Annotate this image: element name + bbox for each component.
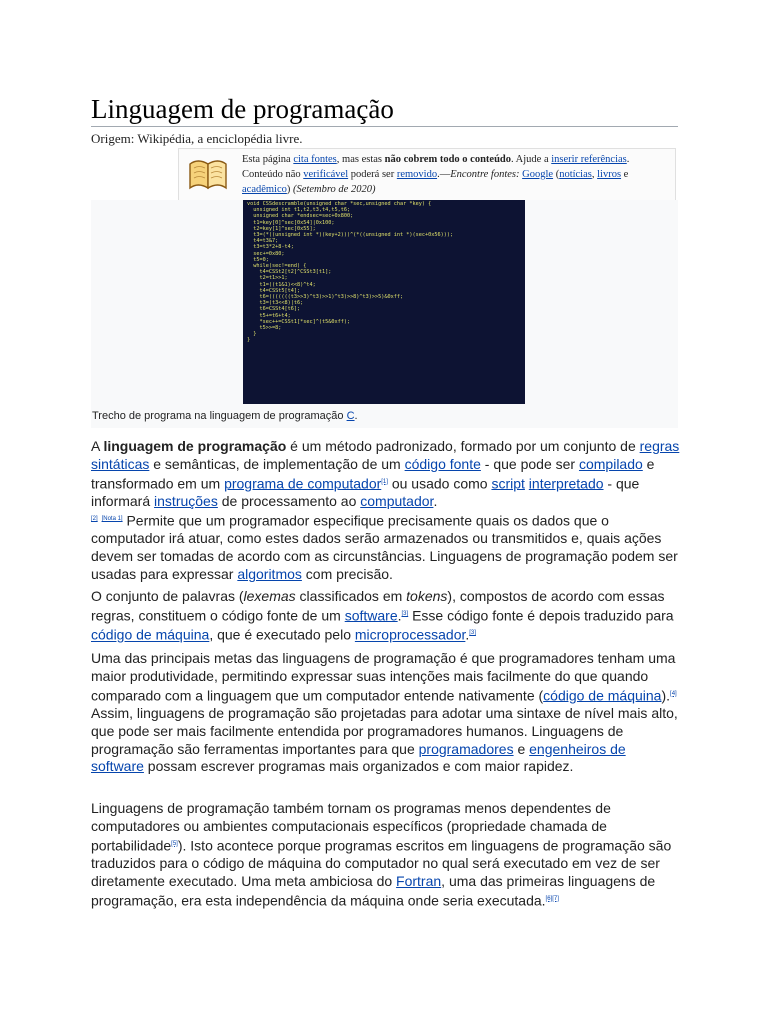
notice-find-sources: Encontre fontes: bbox=[450, 169, 520, 180]
link-compilado[interactable]: compilado bbox=[578, 455, 643, 472]
text: , que é executado pelo bbox=[209, 626, 355, 643]
text: ou usado como bbox=[387, 475, 492, 492]
code-line: while(sec!=end) { bbox=[253, 263, 307, 270]
caption-text: Trecho de programa na linguagem de programação bbox=[92, 410, 347, 422]
code-line: t5+=t6+t4; bbox=[259, 312, 291, 319]
code-line: t4=CSSt5[t4]; bbox=[259, 287, 301, 294]
notice-text bbox=[242, 152, 672, 197]
link-engenheiros-de-software[interactable]: engenheiros de software bbox=[91, 740, 626, 775]
caption-end: . bbox=[354, 410, 358, 422]
origin-line: Origem: Wikipédia, a enciclopédia livre. bbox=[91, 131, 303, 146]
link-programa-de-computador[interactable]: programa de computador bbox=[224, 475, 382, 492]
link-fortran[interactable]: Fortran bbox=[396, 872, 442, 889]
code-line: t1=((t1&1)<<8)^t4; bbox=[259, 281, 316, 288]
text: e semânticas, de implementação de um bbox=[149, 455, 405, 472]
paragraph-portabilidade bbox=[91, 800, 681, 910]
code-line: t5=0; bbox=[253, 256, 269, 263]
code-line: t4=CSSt2[t2]^CSSt3[t1]; bbox=[259, 269, 332, 276]
link-noticias[interactable]: notícias bbox=[559, 169, 592, 180]
term-italic: lexemas bbox=[243, 588, 296, 604]
term-italic: tokens bbox=[406, 588, 448, 604]
notice-part: ( bbox=[553, 169, 560, 180]
paragraph-intro bbox=[91, 438, 681, 584]
link-codigo-fonte[interactable]: código fonte bbox=[404, 455, 481, 472]
citation-link[interactable]: [3] bbox=[469, 630, 476, 637]
link-cita-fontes[interactable]: cita fontes bbox=[293, 154, 337, 165]
notice-part: ) bbox=[286, 184, 294, 195]
link-verificavel[interactable]: verificável bbox=[303, 169, 349, 180]
code-line: t5>>=8; bbox=[259, 325, 282, 332]
code-snippet-image[interactable] bbox=[243, 200, 525, 404]
text: Permite que um programador especifique precisamente quais os dados que o computador irá atuar, como estes dados serão armazenados ou transmitidos e, quais ações devem ser tomadas de acordo com as circunstâncias. Linguagens de programação podem ser usadas para expressar bbox=[91, 512, 678, 582]
code-line: t2=key[1]^sec[0x55]; bbox=[253, 225, 316, 232]
citation-link[interactable]: [2] bbox=[91, 515, 98, 522]
link-software[interactable]: software bbox=[344, 607, 398, 624]
text: Linguagens de programação também tornam os programas menos dependentes de computadores ou ambientes computacionais específicos (propriedade chamada de portabilidade bbox=[91, 800, 611, 854]
link-microprocessador[interactable]: microprocessador bbox=[354, 626, 466, 643]
code-line: *sec++=CSSt1[*sec]^(t5&0xff); bbox=[259, 318, 351, 325]
open-book-icon bbox=[187, 154, 229, 192]
link-inserir-referencias[interactable]: inserir referências bbox=[551, 154, 627, 165]
link-computador[interactable]: computador bbox=[360, 493, 434, 510]
code-line: } bbox=[247, 337, 251, 344]
link-programadores[interactable]: programadores bbox=[418, 740, 514, 757]
notice-part: . Conteúdo não bbox=[242, 154, 630, 180]
notice-part: poderá ser bbox=[348, 169, 397, 180]
link-codigo-de-maquina[interactable]: código de máquina bbox=[91, 626, 210, 643]
notice-part: , mas estas bbox=[336, 154, 385, 165]
text: Assim, linguagens de programação são projetadas para adotar uma sintaxe de nível mais alto, que pode ser mais facilmente entendida por programadores humanos. Linguagens de programação são ferramentas importantes para que bbox=[91, 705, 678, 757]
link-script[interactable]: script bbox=[491, 475, 525, 492]
code-line: sec+=0x80; bbox=[253, 250, 285, 257]
notice-date: (Setembro de 2020) bbox=[293, 184, 376, 195]
figure-caption bbox=[92, 410, 358, 422]
notice-part: , bbox=[591, 169, 598, 180]
text: , uma das primeiras linguagens de programação, era esta independência da máquina onde seria executada. bbox=[91, 872, 656, 909]
text: A bbox=[91, 438, 104, 454]
link-algoritmos[interactable]: algoritmos bbox=[237, 565, 302, 582]
references-notice bbox=[178, 148, 676, 202]
code-line: t3=(t3<<8)|t6; bbox=[259, 300, 304, 307]
code-snippet bbox=[243, 200, 525, 344]
code-line: void CSSdescramble(unsigned char *sec,unsigned char *key) { bbox=[247, 201, 432, 207]
text: ), compostos de acordo com essas regras, constituem o código fonte de um bbox=[91, 588, 665, 624]
link-codigo-de-maquina-2[interactable]: código de máquina bbox=[543, 687, 662, 704]
notice-part: Esta página bbox=[242, 154, 294, 165]
text: ). bbox=[661, 687, 671, 704]
note-link[interactable]: [Nota 1] bbox=[101, 515, 123, 522]
text: é um método padronizado, formado por um conjunto de bbox=[286, 438, 640, 454]
code-line: t1=key[0]^sec[0x54]|0x100; bbox=[253, 219, 335, 226]
text: - que pode ser bbox=[480, 455, 579, 472]
code-line: t3=(*((unsigned int *)(key+2)))^(*((unsigned int *)(sec+0x56))); bbox=[253, 232, 454, 239]
link-removido[interactable]: removido bbox=[396, 169, 438, 180]
link-regras-sintaticas[interactable]: regras sintáticas bbox=[91, 438, 680, 472]
text: Uma das principais metas das linguagens de programação é que programadores tenham uma maior produtividade, permitindo expressar suas intenções mais facilmente do que quando comparado com a linguagem que um computador entende nativamente ( bbox=[91, 650, 676, 704]
text: e transformado em um bbox=[91, 455, 655, 492]
text: - que informará bbox=[91, 475, 640, 510]
text: O conjunto de palavras ( bbox=[91, 588, 244, 604]
notice-bold: não cobrem todo o conteúdo bbox=[384, 154, 511, 165]
text: de processamento ao bbox=[217, 493, 361, 510]
title-divider bbox=[91, 126, 678, 127]
citation-link[interactable]: [6][7] bbox=[545, 895, 559, 902]
notice-part: .— bbox=[437, 169, 451, 180]
link-c-language[interactable]: C bbox=[346, 410, 355, 422]
citation-link[interactable]: [1] bbox=[381, 478, 388, 485]
text: com precisão. bbox=[301, 565, 393, 582]
text: possam escrever programas mais organizados e com maior rapidez. bbox=[143, 758, 574, 775]
page-title: Linguagem de programação bbox=[91, 94, 394, 124]
text: . bbox=[465, 626, 470, 643]
citation-link[interactable]: [5] bbox=[171, 840, 178, 847]
text: classificados em bbox=[295, 588, 407, 604]
code-line: t6=(((((((t3>>3)^t3)>>1)^t3)>>8)^t3)>>5)&0xff; bbox=[259, 294, 404, 301]
code-figure bbox=[91, 200, 678, 428]
notice-part: . Ajude a bbox=[511, 154, 552, 165]
code-line: t4=t3&7; bbox=[253, 238, 279, 245]
paragraph-lexemas bbox=[91, 588, 681, 645]
text: . bbox=[433, 493, 438, 510]
link-academico[interactable]: acadêmico bbox=[242, 184, 287, 195]
text: . bbox=[397, 607, 402, 624]
notice-part: e bbox=[621, 169, 629, 180]
code-line: t3=t3*2+8-t4; bbox=[253, 244, 294, 251]
paragraph-metas bbox=[91, 650, 681, 776]
text: e bbox=[513, 740, 530, 757]
code-line: t6=CSSt4[t6]; bbox=[259, 306, 301, 313]
code-line: unsigned int t1,t2,t3,t4,t5,t6; bbox=[253, 207, 351, 214]
code-line: unsigned char *endsec=sec+0x800; bbox=[253, 213, 354, 220]
term-bold: linguagem de programação bbox=[103, 438, 287, 454]
text: Esse código fonte é depois traduzido para bbox=[408, 607, 674, 624]
code-line: t2=t1>>1; bbox=[259, 275, 288, 282]
citation-link[interactable]: [3] bbox=[401, 610, 409, 617]
link-livros[interactable]: livros bbox=[597, 169, 622, 180]
code-line: } bbox=[253, 331, 257, 338]
citation-link[interactable]: [4] bbox=[670, 690, 677, 697]
text: ). Isto acontece porque programas escritos em linguagens de programação são traduzidos para o código de máquina do computador no qual será executado em vez de ser diretamente executado. Uma meta ambiciosa do bbox=[91, 837, 672, 889]
link-google[interactable]: Google bbox=[522, 169, 554, 180]
link-instrucoes[interactable]: instruções bbox=[154, 493, 218, 510]
link-interpretado[interactable]: interpretado bbox=[528, 475, 604, 492]
